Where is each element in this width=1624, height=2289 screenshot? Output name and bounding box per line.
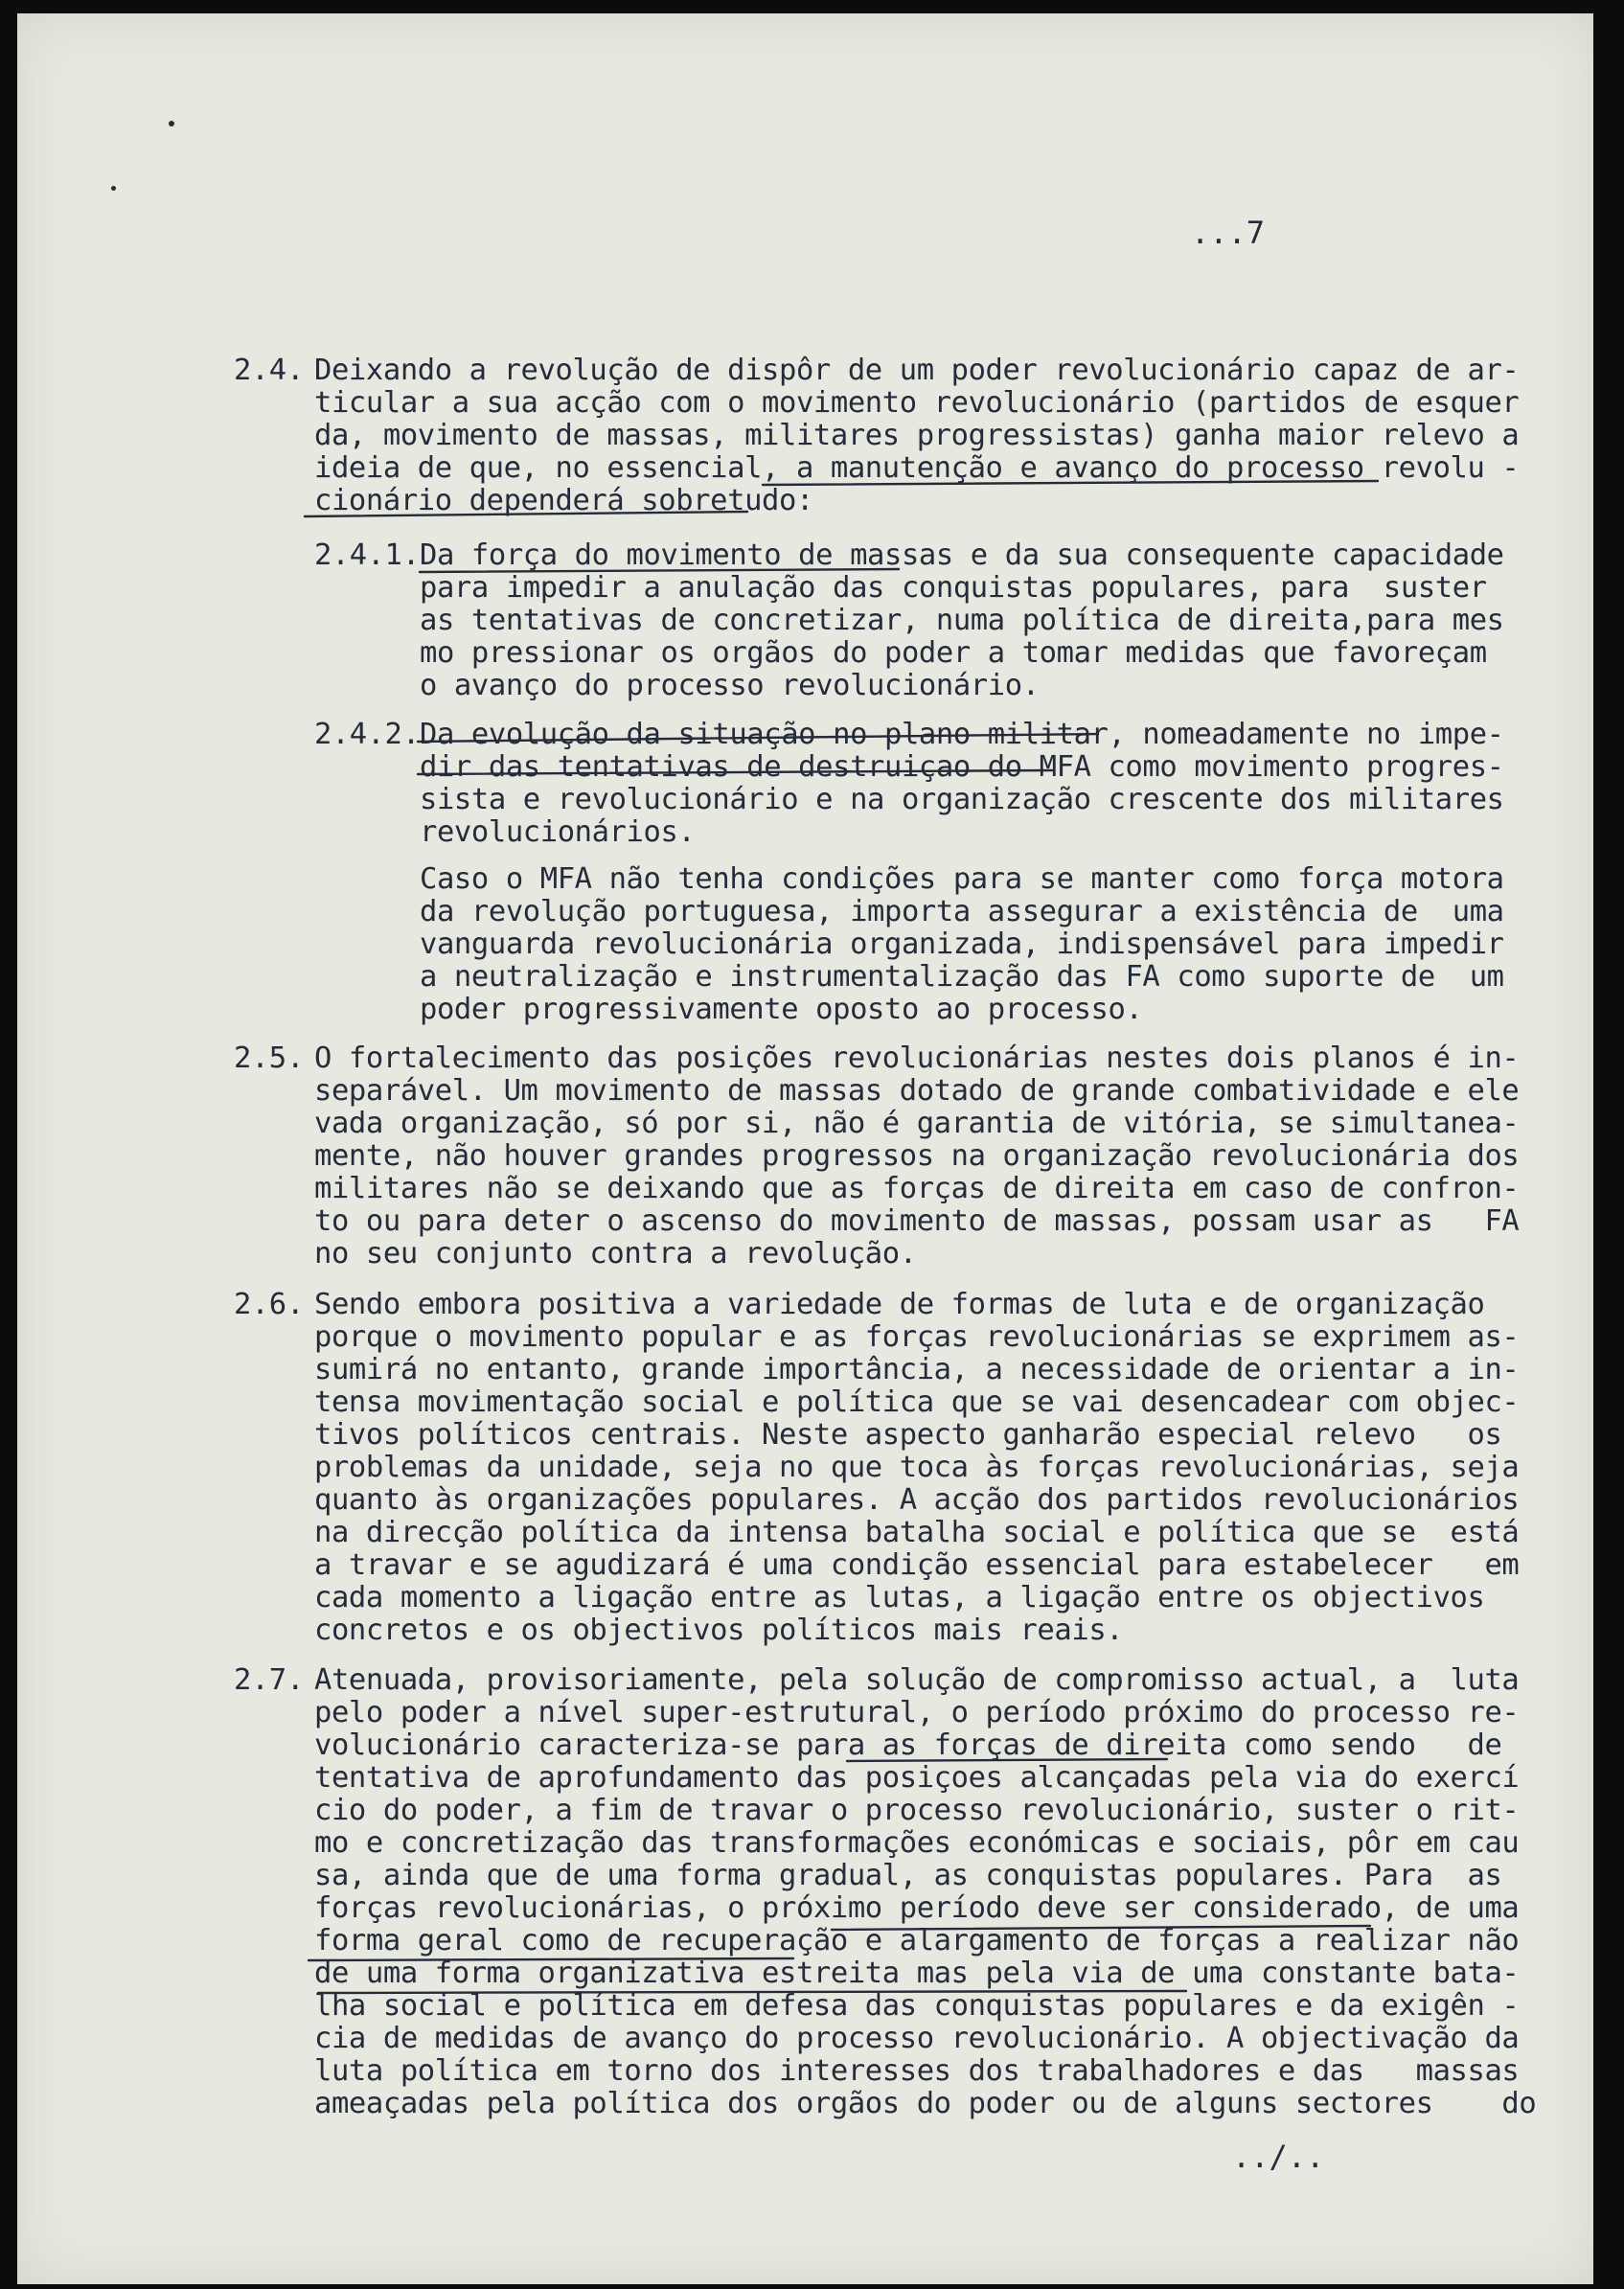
text-line: Da evolução da situação no plano militar, nomeadamente no impe- — [420, 718, 1504, 751]
section-number: 2.7. — [234, 1663, 305, 1697]
text-line: para impedir a anulação das conquistas populares, para suster — [420, 571, 1487, 605]
text-line: mo pressionar os orgãos do poder a tomar medidas que favoreçam — [420, 636, 1487, 670]
text-line: to ou para deter o ascenso do movimento de massas, possam usar as FA — [314, 1204, 1520, 1238]
text-line: sista e revolucionário e na organização crescente dos militares — [420, 783, 1504, 816]
section-number: 2.4.1. — [314, 538, 421, 572]
document-page — [17, 13, 1593, 2284]
text-line: sumirá no entanto, grande importância, a necessidade de orientar a in- — [314, 1353, 1520, 1386]
text-line: pelo poder a nível super-estrutural, o período próximo do processo re- — [314, 1696, 1520, 1729]
text-line: militares não se deixando que as forças de direita em caso de confron- — [314, 1172, 1520, 1205]
text-line: revolucionários. — [420, 815, 696, 849]
text-line: de uma forma organizativa estreita mas pela via de uma constante bata- — [314, 1957, 1520, 1990]
text-line: problemas da unidade, seja no que toca às forças revolucionárias, seja — [314, 1451, 1520, 1484]
section-number: 2.6. — [234, 1288, 305, 1321]
text-line: tentativa de aprofundamento das posiçoes alcançadas pela via do exercí — [314, 1761, 1520, 1795]
text-line: mo e concretização das transformações económicas e sociais, pôr em cau — [314, 1826, 1520, 1860]
underline-mark — [763, 481, 1378, 485]
text-line: a travar e se agudizará é uma condição essencial para estabelecer em — [314, 1548, 1520, 1582]
text-line: tivos políticos centrais. Neste aspecto ganharão especial relevo os — [314, 1418, 1502, 1452]
text-line: cia de medidas de avanço do processo revolucionário. A objectivação da — [314, 2022, 1520, 2055]
text-line: cio do poder, a fim de travar o processo revolucionário, suster o rit- — [314, 1794, 1520, 1827]
text-line: da, movimento de massas, militares progressistas) ganha maior relevo a — [314, 419, 1520, 452]
text-line: cionário dependerá sobretudo: — [314, 484, 813, 517]
text-line: Deixando a revolução de dispôr de um poder revolucionário capaz de ar- — [314, 354, 1520, 387]
underline-mark — [420, 569, 899, 572]
text-line: na direcção política da intensa batalha social e política que se está — [314, 1516, 1520, 1549]
text-line: mente, não houver grandes progressos na organização revolucionária dos — [314, 1139, 1520, 1173]
text-line: porque o movimento popular e as forças revolucionárias se exprimem as- — [314, 1320, 1520, 1354]
text-line: a neutralização e instrumentalização das FA como suporte de um — [420, 960, 1504, 994]
text-line: O fortalecimento das posições revolucionárias nestes dois planos é in- — [314, 1041, 1520, 1075]
underline-marks — [17, 13, 1593, 2284]
text-line: vanguarda revolucionária organizada, indispensável para impedir — [420, 927, 1504, 961]
section-number: 2.4. — [234, 354, 305, 387]
page-marker: ...7 — [1191, 215, 1266, 251]
text-line: no seu conjunto contra a revolução. — [314, 1237, 917, 1270]
text-line: o avanço do processo revolucionário. — [420, 669, 1040, 702]
text-line: quanto às organizações populares. A acção dos partidos revolucionários — [314, 1483, 1520, 1517]
text-line: Atenuada, provisoriamente, pela solução de compromisso actual, a luta — [314, 1663, 1520, 1697]
underline-mark — [832, 1926, 1370, 1930]
text-line: luta política em torno dos interesses dos trabalhadores e das massas — [314, 2054, 1520, 2088]
text-line: sa, ainda que de uma forma gradual, as conquistas populares. Para as — [314, 1859, 1502, 1892]
text-line: cada momento a ligação entre as lutas, a ligação entre os objectivos — [314, 1581, 1485, 1614]
underline-mark — [418, 770, 1052, 774]
underline-mark — [305, 512, 747, 516]
text-line: ameaçadas pela política dos orgãos do poder ou de alguns sectores do — [314, 2087, 1537, 2120]
text-line: separável. Um movimento de massas dotado de grande combatividade e ele — [314, 1074, 1520, 1108]
text-line: Sendo embora positiva a variedade de formas de luta e de organização — [314, 1288, 1485, 1321]
text-line: Caso o MFA não tenha condições para se manter como força motora — [420, 862, 1504, 896]
text-line: dir das tentativas de destruiçao do MFA como movimento progres- — [420, 750, 1504, 784]
section-number: 2.4.2. — [314, 718, 421, 751]
underline-mark — [847, 1759, 1167, 1761]
underline-mark — [318, 1991, 1186, 1993]
text-line: poder progressivamente oposto ao processo. — [420, 993, 1143, 1026]
text-line: volucionário caracteriza-se para as forças de direita como sendo de — [314, 1728, 1502, 1762]
text-line: concretos e os objectivos políticos mais reais. — [314, 1614, 1124, 1647]
text-line: forças revolucionárias, o próximo período deve ser considerado, de uma — [314, 1891, 1520, 1925]
text-line: forma geral como de recuperação e alargamento de forças a realizar não — [314, 1924, 1520, 1957]
text-line: Da força do movimento de massas e da sua consequente capacidade — [420, 538, 1504, 572]
text-line: ideia de que, no essencial, a manutenção e avanço do processo revolu - — [314, 451, 1520, 485]
text-line: as tentativas de concretizar, numa política de direita,para mes — [420, 604, 1504, 637]
continuation-marker: ../.. — [1232, 2139, 1325, 2175]
typed-document — [17, 13, 1593, 2284]
underline-mark — [309, 1958, 793, 1960]
text-line: lha social e política em defesa das conquistas populares e da exigên - — [314, 1989, 1520, 2023]
text-line: da revolução portuguesa, importa assegurar a existência de uma — [420, 895, 1504, 928]
section-number: 2.5. — [234, 1041, 305, 1075]
text-line: tensa movimentação social e política que se vai desencadear com objec- — [314, 1385, 1520, 1419]
text-line: vada organização, só por si, não é garantia de vitória, se simultanea- — [314, 1107, 1520, 1140]
text-line: ticular a sua acção com o movimento revolucionário (partidos de esquer — [314, 386, 1520, 420]
underline-mark — [418, 734, 1098, 742]
